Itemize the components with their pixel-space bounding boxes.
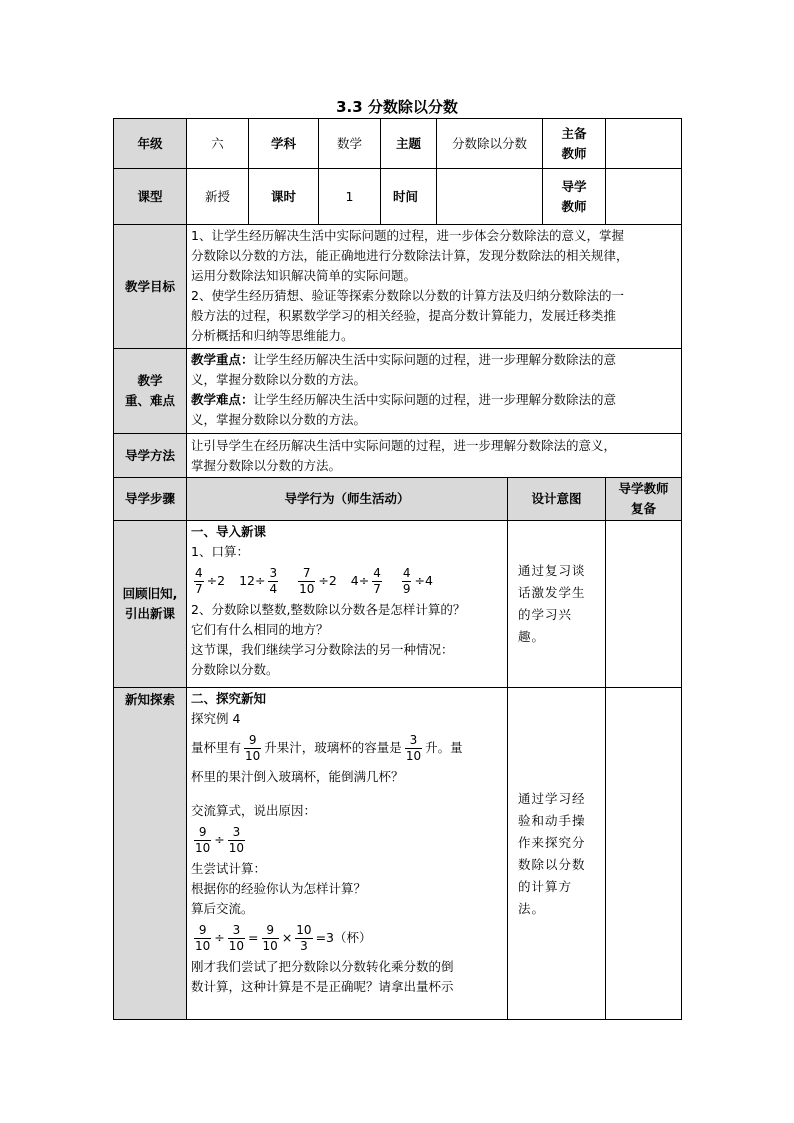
header-row-1 [114, 119, 682, 169]
objective-line: 1、让学生经历解决生活中实际问题的过程，进一步体会分数除法的意义，掌握 [191, 228, 624, 243]
review-label-1: 导学教师 [618, 481, 669, 496]
steps-header-activity: 导学行为（师生活动） [187, 478, 508, 521]
fraction: $\frac{3}{10}$ [405, 733, 422, 763]
fraction: $\frac{9}{10}$ [195, 923, 211, 953]
objective-line: 分析概括和归纳等思维能力。 [191, 328, 354, 343]
section-review-heading: 一、导入新课 [191, 524, 267, 539]
review-label-2: 复备 [631, 501, 657, 516]
guide-label-2: 教师 [561, 198, 587, 214]
fraction: $\frac{4}{9}$ [402, 566, 411, 596]
lead-label-2: 教师 [561, 145, 587, 161]
lesson-plan-table [113, 118, 682, 1020]
objective-line: 般方法的过程，积累数学学习的相关经验，提高分数计算能力，发展迁移类推 [191, 308, 617, 323]
example-label: 探究例 4 [191, 711, 241, 726]
section-review-notes [606, 521, 682, 688]
guide-label-1: 导学 [561, 178, 587, 194]
difficulty-text: 让学生经历解决生活中实际问题的过程，进一步理解分数除法的意 [253, 392, 617, 407]
objectives-row [114, 225, 682, 349]
objective-line: 运用分数除法知识解决简单的实际问题。 [191, 268, 417, 283]
key-points-label-1: 教学 [137, 373, 163, 388]
question-line: 它们有什么相同的地方？ [191, 622, 329, 637]
exchange-line: 交流算式，说出原因： [191, 803, 317, 818]
steps-header-step: 导学步骤 [114, 478, 187, 521]
time-label: 时间 [381, 169, 437, 225]
fraction: $\frac{3}{10}$ [228, 923, 245, 953]
grade-value: 六 [187, 119, 249, 169]
section-explore-heading: 二、探究新知 [191, 691, 267, 706]
problem-line-2: 杯里的果汁倒入玻璃杯，能倒满几杯？ [191, 769, 404, 784]
fraction: $\frac{3}{10}$ [228, 825, 245, 855]
steps-header-design: 设计意图 [508, 478, 606, 521]
fraction: $\frac{4}{7}$ [195, 566, 203, 596]
section-review-design: 通过复习谈话激发学生的学习兴趣。 [508, 521, 606, 688]
think-line: 根据你的经验你认为怎样计算？ [191, 881, 367, 896]
calc-result: =3（杯） [315, 930, 372, 945]
section-explore-design: 通过学习经验和动手操作来探究分数除以分数的计算方法。 [508, 688, 606, 1020]
question-line: 2、分数除以整数,整数除以分数各是怎样计算的？ [191, 602, 466, 617]
section-review-step-1: 回顾旧知, [122, 586, 178, 601]
fraction: $\frac{4}{7}$ [373, 566, 381, 596]
steps-header-row [114, 478, 682, 521]
question-line: 这节课，我们继续学习分数除法的另一种情况： [191, 642, 454, 657]
difficulty-line-1 [191, 390, 677, 410]
header-row-2 [114, 169, 682, 225]
key-points-label [114, 349, 187, 434]
objective-line: 分数除以分数的方法，能正确地进行分数除法计算，发现分数除法的相关规律， [191, 248, 629, 263]
calculation-line: $\frac{9}{10}$ ÷ $\frac{3}{10}$ = $\frac{9}{10}$ × $\frac{10}{3}$ =3（杯） [195, 923, 372, 953]
closing-line-2: 数计算，这种计算是不是正确呢？请拿出量杯示 [191, 979, 454, 994]
closing-line-1: 刚才我们尝试了把分数除以分数转化乘分数的倒 [191, 959, 454, 974]
question-line: 分数除以分数。 [191, 662, 279, 677]
focus-line-2: 义，掌握分数除以分数的方法。 [191, 372, 367, 387]
method-line-1: 让引导学生在经历解决生活中实际问题的过程，进一步理解分数除法的意义， [191, 437, 617, 453]
section-review-activity [187, 521, 508, 688]
oral-item: $\frac{4}{9}$ ÷4 [402, 566, 433, 596]
key-points-row [114, 349, 682, 434]
topic-value: 分数除以分数 [437, 119, 543, 169]
guide-teacher-value [606, 169, 682, 225]
objective-line: 2、使学生经历猜想、验证等探索分数除以分数的计算方法及归纳分数除法的一 [191, 288, 624, 303]
expression-line: $\frac{9}{10}$ ÷ $\frac{3}{10}$ [195, 825, 245, 855]
section-explore-notes [606, 688, 682, 1020]
objectives-text [187, 225, 682, 349]
document-title: 3.3 分数除以分数 [336, 98, 458, 116]
subject-value: 数学 [319, 119, 381, 169]
fraction: $\frac{3}{4}$ [269, 566, 278, 596]
oral-item: 4÷ $\frac{4}{7}$ [350, 566, 381, 596]
objectives-label: 教学目标 [114, 225, 187, 349]
method-row [114, 434, 682, 478]
problem-line-1: 量杯里有 $\frac{9}{10}$ 升果汁，玻璃杯的容量是 $\frac{3}{10}$ 升。量 [191, 733, 463, 763]
method-line-2: 掌握分数除以分数的方法。 [191, 457, 342, 473]
grade-label: 年级 [114, 119, 187, 169]
focus-line-1 [191, 350, 677, 370]
key-points-text [187, 349, 682, 434]
oral-item: $\frac{4}{7}$ ÷2 [195, 566, 226, 596]
oral-item: 12÷ $\frac{3}{4}$ [239, 566, 278, 596]
section-review-row [114, 521, 682, 688]
difficulty-line-2: 义，掌握分数除以分数的方法。 [191, 412, 367, 427]
oral-calc-row [191, 562, 503, 600]
lead-label-1: 主备 [561, 125, 587, 141]
focus-label: 教学重点： [191, 352, 254, 367]
difficulty-label: 教学难点： [191, 392, 254, 407]
fraction: $\frac{10}{3}$ [296, 923, 312, 953]
after-line: 算后交流。 [191, 901, 254, 916]
type-value: 新授 [187, 169, 249, 225]
try-line: 生尝试计算： [191, 861, 267, 876]
method-label: 导学方法 [114, 434, 187, 478]
hours-label: 课时 [249, 169, 319, 225]
type-label: 课型 [114, 169, 187, 225]
fraction: $\frac{9}{10}$ [262, 923, 278, 953]
fraction: $\frac{9}{10}$ [195, 825, 211, 855]
section-review-step [114, 521, 187, 688]
time-value [437, 169, 543, 225]
guide-teacher-label [543, 169, 606, 225]
method-text [187, 434, 682, 478]
hours-value: 1 [319, 169, 381, 225]
fraction: $\frac{9}{10}$ [245, 733, 261, 763]
subject-label: 学科 [249, 119, 319, 169]
focus-text: 让学生经历解决生活中实际问题的过程，进一步理解分数除法的意 [253, 352, 617, 367]
lead-teacher-value [606, 119, 682, 169]
oral-label: 1、口算： [191, 544, 249, 559]
steps-header-review [606, 478, 682, 521]
oral-item: $\frac{7}{10}$ ÷2 [299, 566, 337, 596]
lead-teacher-label [543, 119, 606, 169]
section-explore-activity [187, 688, 508, 1020]
section-explore-step: 新知探索 [114, 688, 187, 1020]
section-explore-row [114, 688, 682, 1020]
topic-label: 主题 [381, 119, 437, 169]
key-points-label-2: 重、难点 [124, 393, 175, 408]
section-review-step-2: 引出新课 [124, 606, 175, 621]
fraction: $\frac{7}{10}$ [299, 566, 315, 596]
